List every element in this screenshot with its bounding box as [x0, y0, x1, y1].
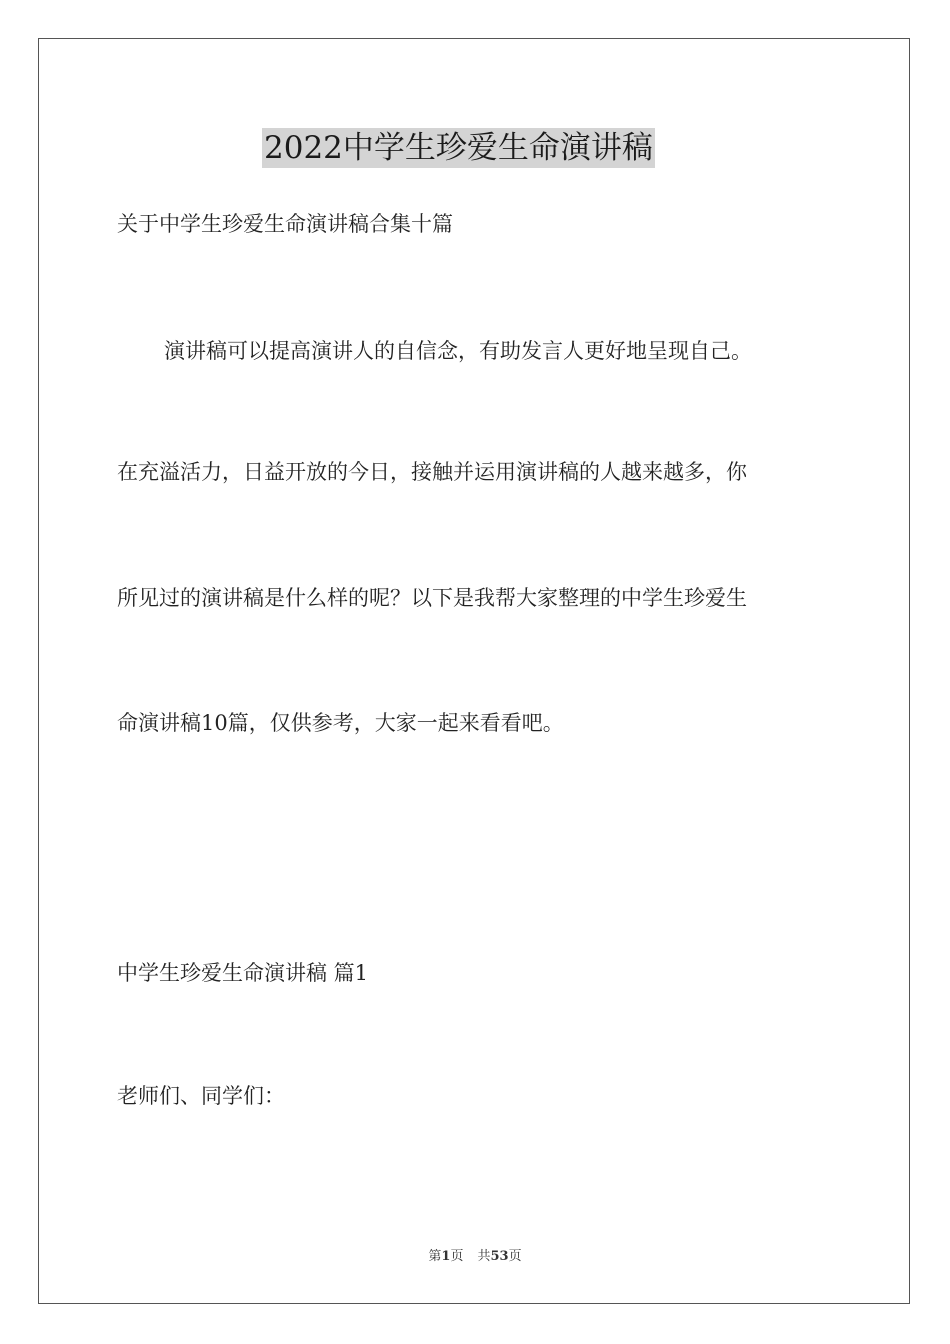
intro-line-4: 命演讲稿10篇，仅供参考，大家一起来看看吧。	[117, 711, 564, 735]
page-footer	[0, 1248, 950, 1266]
intro-line-2: 在充溢活力，日益开放的今日，接触并运用演讲稿的人越来越多，你	[117, 460, 747, 484]
intro-line-1: 演讲稿可以提高演讲人的自信念，有助发言人更好地呈现自己。	[164, 339, 752, 363]
section-heading: 中学生珍爱生命演讲稿 篇1	[117, 961, 369, 985]
document-title: 2022中学生珍爱生命演讲稿	[264, 130, 653, 166]
footer-total-suffix: 页	[508, 1249, 522, 1264]
intro-line-3: 所见过的演讲稿是什么样的呢？以下是我帮大家整理的中学生珍爱生	[117, 586, 747, 610]
document-subtitle: 关于中学生珍爱生命演讲稿合集十篇	[117, 212, 453, 236]
footer-page-prefix: 第	[428, 1249, 442, 1264]
footer-page-number: 1	[441, 1249, 451, 1264]
footer-total-pages: 53	[490, 1249, 509, 1264]
footer-total-prefix: 共	[477, 1249, 491, 1264]
salutation: 老师们、同学们：	[117, 1084, 285, 1108]
footer-page-suffix: 页	[450, 1249, 464, 1264]
